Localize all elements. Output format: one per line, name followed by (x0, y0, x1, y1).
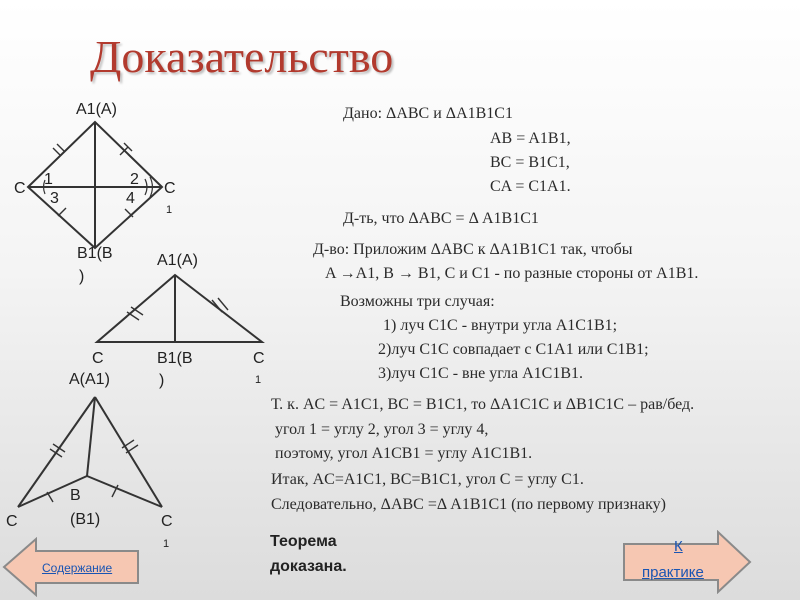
conclusion-line-2: доказана. (270, 558, 347, 575)
to-practice-label-1[interactable]: К (674, 538, 683, 555)
back-to-contents-button[interactable] (2, 537, 142, 597)
fig1-label-c: C (14, 180, 26, 197)
case-1: 1) луч C1C - внутри угла A1C1B1; (383, 317, 618, 334)
fig1-label-b1: B1(B (77, 245, 113, 262)
proof-line-5: поэтому, угол A1CB1 = углу A1C1B1. (275, 445, 533, 462)
fig3-label-c1: C (161, 513, 173, 530)
fig3-label-c1-sub: 1 (163, 538, 170, 550)
fig3-label-b: B (70, 487, 81, 504)
fig1-angle-3: 3 (50, 190, 59, 207)
right-arrow-icon (622, 530, 752, 594)
fig2-label-c1-sub: 1 (255, 374, 262, 386)
given-line-2: AB = A1B1, (490, 130, 571, 147)
case-3: 3)луч C1C - вне угла A1C1B1. (378, 365, 583, 382)
fig1-label-c1-sub: 1 (166, 204, 173, 216)
proof-line-6: Итак, AC=A1C1, BC=B1C1, угол C = углу C1. (271, 471, 584, 488)
fig2-label-b1: B1(B (157, 350, 193, 367)
figure-3 (18, 397, 162, 507)
fig2-label-c1: C (253, 350, 265, 367)
proof-line-1: Д-во: Приложим ΔABC к ΔA1B1C1 так, чтобы (313, 241, 633, 258)
to-practice-button[interactable] (622, 530, 752, 594)
prove-statement: Д-ть, что ΔABC = Δ A1B1C1 (343, 210, 539, 227)
fig1-angle-1: 1 (44, 171, 53, 188)
fig2-label-c: C (92, 350, 104, 367)
proof-line-4: угол 1 = углу 2, угол 3 = углу 4, (275, 421, 489, 438)
page-title: Доказательство (90, 31, 394, 82)
proof-line-7: Следовательно, ΔABC =Δ A1B1C1 (по первому признаку) (271, 496, 666, 513)
fig3-label-b1: (B1) (70, 511, 101, 528)
figure-2 (97, 275, 262, 342)
given-line-3: BC = B1C1, (490, 154, 570, 171)
fig2-label-b1-paren: ) (159, 372, 165, 389)
proof-line-2: A →A1, B → B1, C и C1 - по разные стороны от A1B1. (325, 265, 699, 282)
back-to-contents-label[interactable]: Содержание (42, 561, 113, 575)
given-line-1: Дано: ΔABC и ΔA1B1C1 (343, 105, 513, 122)
fig1-angle-2: 2 (130, 171, 139, 188)
fig1-label-b1-paren: ) (79, 268, 85, 285)
fig2-label-a1: A1(A) (157, 252, 198, 269)
fig1-label-c1: C (164, 180, 176, 197)
given-line-4: CA = C1A1. (490, 178, 571, 195)
fig1-label-a1: A1(A) (76, 101, 117, 118)
to-practice-label-2[interactable]: практике (642, 564, 704, 581)
fig3-label-c: C (6, 513, 18, 530)
case-2: 2)луч C1C совпадает с C1A1 или C1B1; (378, 341, 649, 358)
proof-line-3: Т. к. AC = A1C1, BC = B1C1, то ΔA1C1C и ΔB1C1C – рав/бед. (271, 396, 695, 413)
cases-title: Возможны три случая: (340, 293, 495, 310)
conclusion-line-1: Теорема (270, 533, 337, 550)
fig3-label-a: A(A1) (69, 371, 110, 388)
fig1-angle-4: 4 (126, 190, 135, 207)
